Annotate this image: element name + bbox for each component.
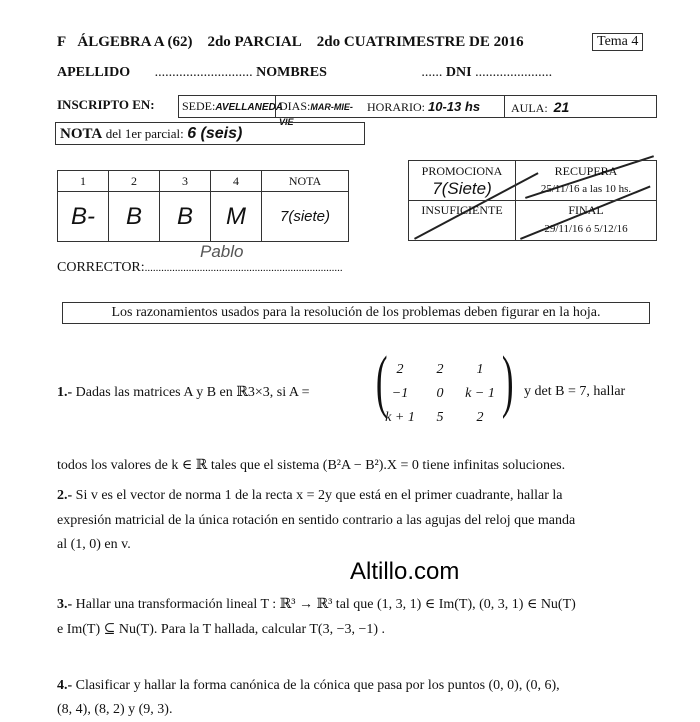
final-label: FINAL — [568, 203, 604, 217]
subject: ÁLGEBRA A (62) — [77, 34, 193, 50]
problem-number: 3.- — [57, 597, 73, 612]
dni-label: DNI — [445, 65, 472, 80]
inscripto-box — [178, 95, 657, 127]
exam-name: 2do PARCIAL — [207, 34, 302, 50]
horario-value: 10-13 hs — [428, 99, 481, 114]
problem-1-line2: todos los valores de k ∈ ℝ tales que el sistema (B²A − B²).X = 0 tiene infinitas soluciones. — [57, 458, 566, 473]
grade-header: NOTA — [262, 171, 349, 192]
matrix-entry: 2 — [436, 362, 444, 377]
problem-3-line1 — [57, 596, 576, 613]
nota-label: NOTA — [60, 126, 103, 142]
nota-primer-parcial-box — [55, 122, 365, 145]
apellido-field[interactable]: ............................ — [154, 65, 253, 80]
matrix-entry: 2 — [476, 410, 484, 425]
sede-label: SEDE: — [182, 99, 216, 113]
problem-number: 2.- — [57, 488, 73, 503]
problem-2-line1 — [57, 488, 562, 504]
nota-label2: del 1er parcial: — [105, 126, 184, 141]
grade-value: B — [160, 192, 211, 242]
aula-value: 21 — [553, 99, 570, 115]
problem-2-line3: al (1, 0) en v. — [57, 537, 131, 552]
exam-title — [57, 34, 524, 51]
watermark: Altillo.com — [350, 558, 460, 585]
problem-number: 4.- — [57, 678, 73, 693]
problem-number: 1.- — [57, 385, 73, 400]
result-table — [408, 160, 657, 241]
grade-header: 1 — [58, 171, 109, 192]
horario-label: HORARIO: — [367, 100, 426, 114]
dni-field[interactable]: ...................... — [475, 65, 553, 80]
matrix-a — [380, 362, 500, 426]
problem-4-line1 — [57, 678, 560, 694]
grades-table — [57, 170, 349, 242]
form-letter: F — [57, 34, 67, 50]
corrector-signature: Pablo — [200, 242, 244, 261]
dias-cell — [276, 96, 364, 127]
matrix-entry: 1 — [476, 362, 484, 377]
student-line — [57, 65, 552, 81]
grade-value: M — [211, 192, 262, 242]
insuficiente-label: INSUFICIENTE — [421, 203, 503, 217]
recupera-label: RECUPERA — [554, 164, 618, 178]
term: 2do CUATRIMESTRE DE 2016 — [316, 34, 524, 50]
tema-box: Tema 4 — [592, 33, 643, 51]
grade-value: B — [109, 192, 160, 242]
recupera-date: 25/11/16 a las 10 hs. — [540, 183, 632, 195]
nombres-field[interactable]: ...... — [421, 65, 443, 80]
corrector-line — [57, 260, 343, 276]
problem-1-line1 — [57, 384, 310, 401]
aula-label: AULA: — [511, 101, 548, 115]
inscripto-label: INSCRIPTO EN: — [57, 97, 155, 112]
corrector-field: ........................................................................ — [144, 262, 343, 274]
nota-primer-value: 6 (seis) — [187, 125, 243, 142]
horario-cell — [364, 96, 505, 117]
matrix-entry: 2 — [396, 362, 404, 377]
problem-1-text: Dadas las matrices A y B en ℝ3×3, si A = — [75, 385, 310, 400]
matrix-entry: 0 — [436, 386, 444, 401]
matrix-entry: k − 1 — [465, 386, 495, 401]
sede-value: AVELLANEDA — [215, 102, 283, 113]
matrix-left-paren: ( — [375, 343, 388, 420]
promociona-cell — [409, 161, 516, 201]
dias-label: DIAS: — [279, 99, 311, 113]
problem-text: Hallar una transformación lineal T : ℝ³ → ℝ³ tal que (1, 3, 1) ∈ Im(T), (0, 3, 1) ∈ Nu(T) — [75, 597, 576, 612]
sede-cell — [179, 96, 283, 117]
recupera-cell — [516, 161, 657, 201]
aula-cell — [505, 96, 575, 117]
final-grade-value: 7(siete) — [262, 192, 349, 242]
final-cell — [516, 201, 657, 241]
matrix-right-paren: ) — [501, 343, 514, 420]
promociona-label: PROMOCIONA — [421, 164, 503, 178]
matrix-entry: 5 — [436, 410, 444, 425]
promociona-value: 7(Siete) — [432, 179, 492, 198]
problem-1-text-b: y det B = 7, hallar — [524, 384, 626, 399]
notice-box: Los razonamientos usados para la resolución de los problemas deben figurar en la hoja. — [62, 302, 650, 324]
grade-header: 2 — [109, 171, 160, 192]
problem-4-line2: (8, 4), (8, 2) y (9, 3). — [57, 702, 173, 717]
matrix-entry: k + 1 — [385, 410, 415, 425]
matrix-entry: −1 — [391, 386, 409, 401]
corrector-label: CORRECTOR: — [57, 260, 145, 275]
final-date: 29/11/16 ó 5/12/16 — [544, 223, 628, 235]
grade-header: 3 — [160, 171, 211, 192]
nombres-label: NOMBRES — [256, 65, 327, 80]
problem-3-line2: e Im(T) ⊆ Nu(T). Para la T hallada, calcular T(3, −3, −1) . — [57, 622, 386, 637]
grade-value: B- — [58, 192, 109, 242]
problem-text: Si v es el vector de norma 1 de la recta x = 2y que está en el primer cuadrante, hallar la — [75, 488, 563, 503]
problem-2-line2: expresión matricial de la única rotación en sentido contrario a las agujas del reloj que manda — [57, 513, 576, 528]
insuficiente-cell — [409, 201, 516, 241]
apellido-label: APELLIDO — [57, 65, 131, 80]
problem-text: Clasificar y hallar la forma canónica de la cónica que pasa por los puntos (0, 0), (0, 6), — [75, 678, 560, 693]
grade-header: 4 — [211, 171, 262, 192]
dias-value: MAR-MIE-VIE — [279, 102, 353, 127]
